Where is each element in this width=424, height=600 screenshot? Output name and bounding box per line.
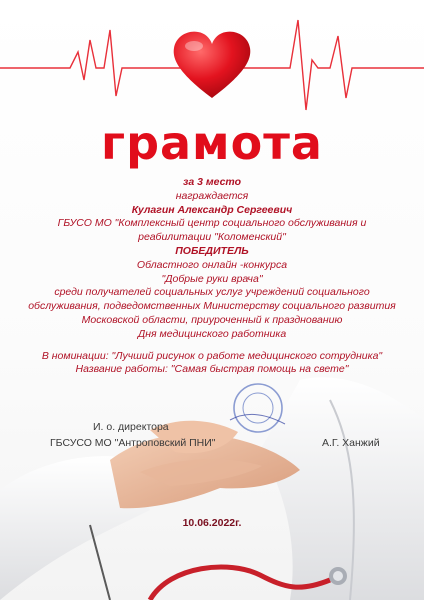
winner-label: ПОБЕДИТЕЛЬ bbox=[175, 244, 249, 257]
contest-line-2: "Добрые руки врача" bbox=[161, 272, 263, 285]
contest-line-4: обслуживания, подведомственных Министерству социального развития bbox=[28, 300, 396, 313]
certificate-body bbox=[0, 176, 424, 377]
place-text: за 3 место bbox=[182, 176, 242, 188]
signer-organization: ГБСУСО МО "Антроповский ПНИ" bbox=[50, 437, 216, 449]
spacer bbox=[0, 342, 424, 350]
certificate-date: 10.06.2022г. bbox=[182, 517, 242, 529]
awarded-text: награждается bbox=[175, 189, 249, 202]
contest-line-5: Московской области, приуроченный к празднованию bbox=[81, 313, 343, 326]
signer-name: А.Г. Ханжий bbox=[322, 437, 380, 449]
signer-role: И. о. директора bbox=[93, 421, 169, 433]
organization-line-1: ГБУСО МО "Комплексный центр социального обслуживания и bbox=[57, 217, 367, 230]
work-title-text: Название работы: "Самая быстрая помощь на свете" bbox=[75, 363, 349, 376]
contest-line-6: Дня медицинского работника bbox=[137, 327, 287, 340]
contest-line-1: Областного онлайн -конкурса bbox=[136, 258, 288, 271]
certificate-title: грамота bbox=[101, 116, 323, 170]
organization-line-2: реабилитации "Коломенский" bbox=[138, 231, 286, 244]
hands-photo bbox=[0, 360, 424, 600]
contest-line-3: среди получателей социальных услуг учреждений социального bbox=[54, 286, 370, 299]
nomination-text: В номинации: "Лучший рисунок о работе медицинского сотрудника" bbox=[41, 349, 383, 362]
heart-icon bbox=[170, 28, 254, 102]
recipient-name: Кулагин Александр Сергеевич bbox=[131, 203, 293, 216]
